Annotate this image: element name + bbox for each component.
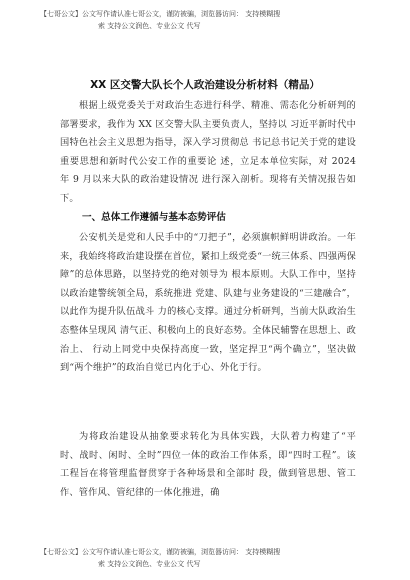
- watermark-header: [40, 8, 380, 32]
- intro-text: 根据上级党委关于对政治生态进行科学、精准、需态化分析研判的部署要求，我作为 XX 区交警大队主要负责人，坚持以 习近平新时代中国特色社会主义思想为指导，深入学习贯彻总 书记总书记关于党的建设重要思想和新时代公安工作的重要论 述，立足本单位实际，对 2024 年 9 月以来大队的政治建设情况 进行深入剖析。现将有关情况报告如下。: [60, 100, 356, 204]
- watermark-footer-line2: 索 支持公文润色、专业公文 代写: [98, 560, 201, 568]
- intro-paragraph: [60, 97, 356, 209]
- section-paragraph-2-text: 为将政治建设从抽象要求转化为具体实践，大队着力构建了“平时、战时、闲时、全时”四位一体的政治工作体系，即“四时工程”。该工程旨在将管理监督贯穿于各种场景和全部时 段，做到管思想、管工作、管作风、管纪律的一体化推进，确: [60, 431, 356, 498]
- section-paragraph-2: [60, 428, 356, 502]
- document-title: XX 区交警大队长个人政治建设分析材料（精品）: [90, 79, 320, 91]
- section-paragraph-1-text: 公安机关是党和人民手中的“刀把子”，必须旗帜鲜明讲政治。一年来，我始终将政治建设摆在首位，紧扣上级党委“一统三体系、四强两保障”的总体思路，以坚持党的绝对领导为 根本原则。大队工作中，坚持以政治建警统领全局，系统推进 党建、队建与业务建设的“三建融合”，以此作为提升队伍战斗 力的核心支撑。通过分析研判，当前大队政治生态整体呈现风 清气正、积极向上的良好态势。全体民辅警在思想上、政治上、 行动上同党中央保持高度一致，坚定捍卫“两个确立”，坚决做 到“两个维护”的政治自觉已内化于心、外化于行。: [60, 232, 356, 374]
- watermark-footer: [40, 546, 380, 570]
- section-paragraph-1: [60, 229, 356, 378]
- watermark-header-line1: 【七哥公文】公文写作请认准七哥公文，谨防被骗，浏览器访问： 支持模糊搜: [40, 10, 281, 18]
- watermark-footer-line1: 【七哥公文】公文写作请认准七哥公文，谨防被骗，浏览器访问： 支持模糊搜: [40, 548, 281, 556]
- watermark-header-line2: 索 支持公文润色、专业公文 代写: [98, 22, 201, 30]
- section-heading: 一、总体工作遵循与基本态势评估: [82, 212, 226, 223]
